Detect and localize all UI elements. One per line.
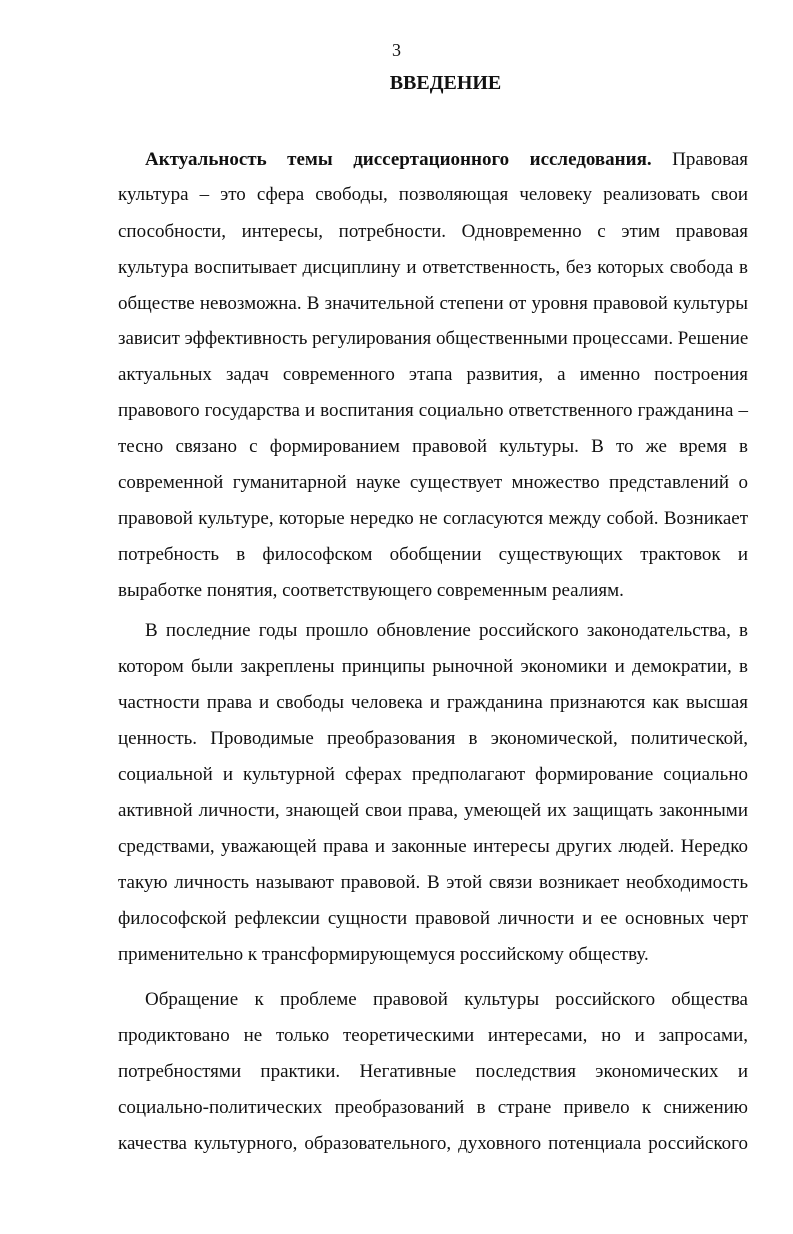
paragraph-line: потребностями практики. Негативные последствия экономических и (118, 1061, 748, 1082)
paragraph-line: правовой культуре, которые нередко не согласуются между собой. Возникает (118, 508, 748, 529)
paragraph-line: активной личности, знающей свои права, умеющей их защищать законными (118, 800, 748, 821)
paragraph-line: средствами, уважающей права и законные интересы других людей. Нередко (118, 836, 748, 857)
paragraph-line: правового государства и воспитания социально ответственного гражданина – (118, 400, 748, 421)
paragraph-line: частности права и свободы человека и гражданина признаются как высшая (118, 692, 748, 713)
paragraph-line: культура – это сфера свободы, позволяющая человеку реализовать свои (118, 184, 748, 205)
paragraph-line: социальной и культурной сферах предполагают формирование социально (118, 764, 748, 785)
paragraph-line: выработке понятия, соответствующего современным реалиям. (118, 580, 624, 601)
paragraph-line: культура воспитывает дисциплину и ответственность, без которых свобода в (118, 257, 748, 278)
paragraph-line: такую личность называют правовой. В этой связи возникает необходимость (118, 872, 748, 893)
paragraph-line: обществе невозможна. В значительной степени от уровня правовой культуры (118, 293, 748, 314)
paragraph-line: способности, интересы, потребности. Одновременно с этим правовая (118, 221, 748, 242)
paragraph-line: котором были закреплены принципы рыночной экономики и демократии, в (118, 656, 748, 677)
paragraph-line: тесно связано с формированием правовой культуры. В то же время в (118, 436, 748, 457)
paragraph-line: ценность. Проводимые преобразования в экономической, политической, (118, 728, 748, 749)
paragraph-line: качества культурного, образовательного, духовного потенциала российского (118, 1133, 748, 1154)
section-title: ВВЕДЕНИЕ (389, 72, 502, 94)
paragraph-line: актуальных задач современного этапа развития, а именно построения (118, 364, 748, 385)
paragraph-line: применительно к трансформирующемуся российскому обществу. (118, 944, 649, 965)
paragraph-line: продиктовано не только теоретическими интересами, но и запросами, (118, 1025, 748, 1046)
paragraph-line: потребность в философском обобщении существующих трактовок и (118, 544, 748, 565)
bold-lead: Актуальность темы диссертационного исследования. (145, 149, 652, 170)
paragraph-line: зависит эффективность регулирования общественными процессами. Решение (118, 328, 749, 349)
paragraph-line: Актуальность темы диссертационного исследования. Правовая (145, 149, 749, 170)
paragraph-line: социально-политических преобразований в стране привело к снижению (118, 1097, 748, 1118)
paragraph-line: философской рефлексии сущности правовой личности и ее основных черт (118, 908, 748, 929)
paragraph-line: В последние годы прошло обновление российского законодательства, в (145, 620, 748, 641)
paragraph-line: современной гуманитарной науке существует множество представлений о (118, 472, 748, 493)
paragraph-line: Обращение к проблеме правовой культуры российского общества (145, 989, 748, 1010)
page-number: 3 (392, 40, 401, 60)
